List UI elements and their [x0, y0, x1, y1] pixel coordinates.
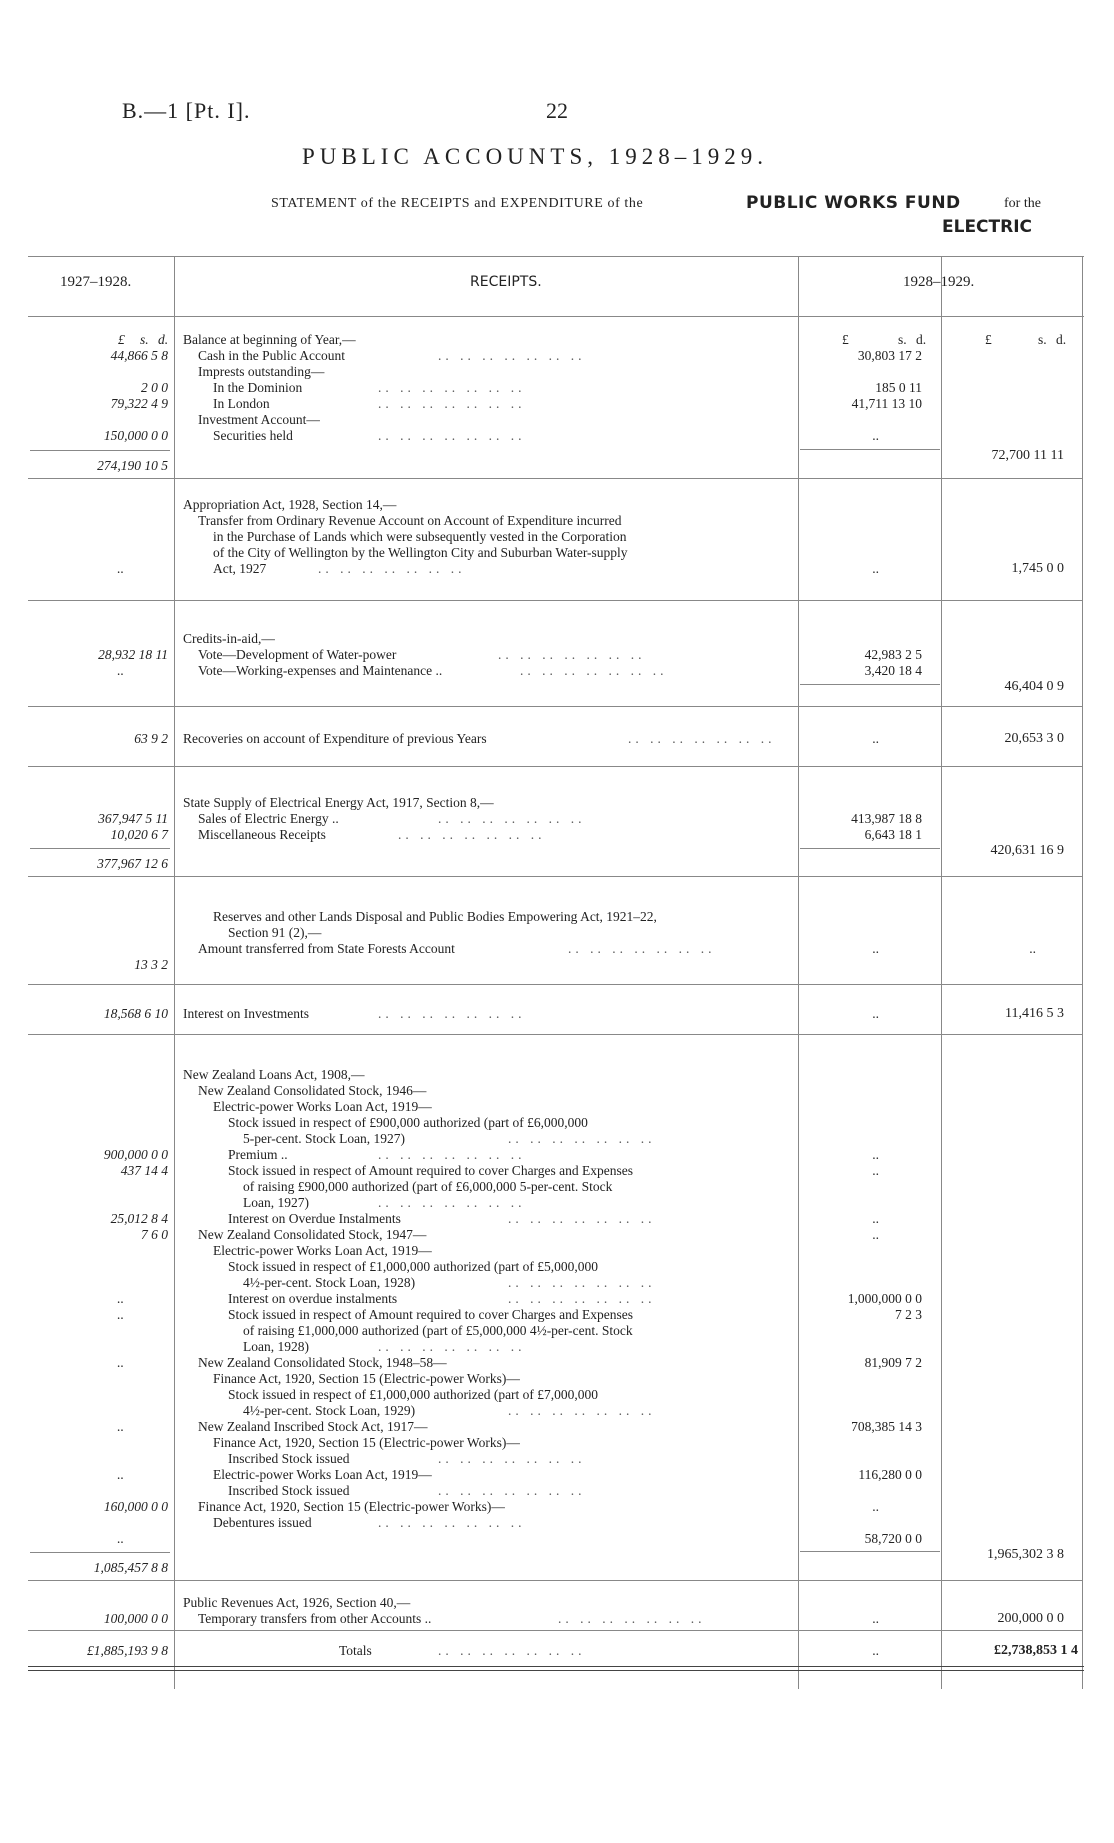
- section-rule: [28, 766, 1082, 767]
- loans-overdue-2: Interest on overdue instalments: [228, 1291, 398, 1306]
- state-supply-total: 420,631 16 9: [990, 843, 1064, 858]
- reserves-total: ..: [1029, 941, 1036, 956]
- mid-shillings-unit: s.: [898, 332, 907, 347]
- leader-dots: .. .. .. .. .. .. ..: [438, 348, 586, 363]
- prev-year-header: 1927–1928.: [60, 274, 132, 290]
- loans-s2c: Loan, 1927): [243, 1195, 309, 1210]
- leader-dots: .. .. .. .. .. .. ..: [628, 731, 776, 746]
- fund-account: ELECTRIC: [942, 217, 1033, 237]
- loans-heading: New Zealand Loans Act, 1908,—: [183, 1067, 365, 1082]
- cur-loans-s5: 708,385 14 3: [851, 1419, 922, 1434]
- statement-prefix: STATEMENT of the RECEIPTS and EXPENDITURE of the: [271, 196, 644, 211]
- section-rule: [28, 1580, 1082, 1581]
- prev-loans-s3: ..: [117, 1291, 124, 1306]
- state-supply-misc: Miscellaneous Receipts: [198, 827, 326, 842]
- leader-dots: .. .. .. .. .. .. ..: [378, 1006, 526, 1021]
- prev-loans-inscribed: ..: [117, 1467, 124, 1482]
- prev-public-revenues: 100,000 0 0: [103, 1611, 168, 1626]
- public-revenues-label: Temporary transfers from other Accounts ..: [198, 1611, 432, 1626]
- section-rule: [28, 876, 1082, 877]
- cur-credits-1: 42,983 2 5: [864, 647, 922, 662]
- loans-epw-1919-c: Electric-power Works Loan Act, 1919—: [213, 1467, 432, 1482]
- cur-loans-inscribed-2: ..: [872, 1499, 879, 1514]
- document-reference: B.—1 [Pt. I].: [122, 98, 251, 123]
- section-rule: [28, 1630, 1082, 1631]
- cur-loans-s1: ..: [872, 1147, 879, 1162]
- prev-grand-total: £1,885,193 9 8: [87, 1643, 168, 1658]
- cur-loans-inscribed: 116,280 0 0: [858, 1467, 922, 1482]
- loans-inscribed-issued-2: Inscribed Stock issued: [228, 1483, 350, 1498]
- interest-total: 11,416 5 3: [1005, 1006, 1064, 1021]
- column-divider-right: [941, 256, 942, 1689]
- leader-dots: .. .. .. .. .. .. ..: [378, 1339, 526, 1354]
- table-top-rule: [28, 256, 1084, 257]
- appropriation-line-4: Act, 1927: [213, 561, 267, 576]
- mid-pound-unit: £: [842, 332, 849, 347]
- loans-s4a: Stock issued in respect of Amount required to cover Charges and Expenses: [228, 1307, 634, 1322]
- prev-loans-overdue-2: ..: [117, 1307, 124, 1322]
- cur-loans-premium: ..: [872, 1163, 879, 1178]
- cur-loans-s4: 81,909 7 2: [864, 1355, 922, 1370]
- double-rule-bottom: [28, 1670, 1084, 1671]
- cur-reserves: ..: [872, 941, 879, 956]
- balance-london-label: In London: [213, 396, 270, 411]
- leader-dots: .. .. .. .. .. .. ..: [508, 1275, 656, 1290]
- balance-heading: Balance at beginning of Year,—: [183, 332, 356, 347]
- prev-state-supply-sales: 367,947 5 11: [98, 811, 168, 826]
- prev-appropriation: ..: [117, 561, 124, 576]
- leader-dots: .. .. .. .. .. .. ..: [378, 380, 526, 395]
- appropriation-total: 1,745 0 0: [1011, 561, 1064, 576]
- subtotal-rule: [800, 1551, 940, 1552]
- prev-balance-total: 274,190 10 5: [97, 458, 168, 473]
- cur-public-revenues: ..: [872, 1611, 879, 1626]
- grand-total: £2,738,853 1 4: [994, 1643, 1078, 1658]
- cur-loans-overdue-2: 7 2 3: [895, 1307, 922, 1322]
- cur-credits-2: 3,420 18 4: [864, 663, 922, 678]
- leader-dots: .. .. .. .. .. .. ..: [498, 647, 646, 662]
- receipts-header: RECEIPTS.: [470, 274, 542, 290]
- leader-dots: .. .. .. .. .. .. ..: [378, 428, 526, 443]
- loans-s4c: Loan, 1928): [243, 1339, 309, 1354]
- cur-balance-securities: ..: [872, 428, 879, 443]
- right-shillings-unit: s.: [1038, 332, 1047, 347]
- section-rule: [28, 600, 1082, 601]
- leader-dots: .. .. .. .. .. .. ..: [508, 1291, 656, 1306]
- leader-dots: .. .. .. .. .. .. ..: [378, 1515, 526, 1530]
- loans-debentures: Debentures issued: [213, 1515, 312, 1530]
- public-revenues-heading: Public Revenues Act, 1926, Section 40,—: [183, 1595, 411, 1610]
- leader-dots: .. .. .. .. .. .. ..: [508, 1403, 656, 1418]
- reserves-line-3: Amount transferred from State Forests Account: [198, 941, 455, 956]
- prev-loans-s5: ..: [117, 1419, 124, 1434]
- loans-stock-1948-58: New Zealand Consolidated Stock, 1948–58—: [198, 1355, 447, 1370]
- loans-s4b: of raising £1,000,000 authorized (part of £5,000,000 4½-per-cent. Stock: [243, 1323, 633, 1338]
- loans-s5a: Stock issued in respect of £1,000,000 authorized (part of £7,000,000: [228, 1387, 599, 1402]
- loans-inscribed-issued: Inscribed Stock issued: [228, 1451, 350, 1466]
- subtotal-rule: [800, 848, 940, 849]
- cur-grand-total: ..: [872, 1643, 879, 1658]
- loans-s1a: Stock issued in respect of £900,000 authorized (part of £6,000,000: [228, 1115, 588, 1130]
- loans-s2a: Stock issued in respect of Amount required to cover Charges and Expenses: [228, 1163, 634, 1178]
- prev-balance-cash: 44,866 5 8: [110, 348, 168, 363]
- cur-loans-overdue: ..: [872, 1227, 879, 1242]
- reserves-line-2: Section 91 (2),—: [228, 925, 322, 940]
- subtotal-rule: [30, 450, 170, 451]
- leader-dots: .. .. .. .. .. .. ..: [508, 1131, 656, 1146]
- loans-overdue: Interest on Overdue Instalments: [228, 1211, 401, 1226]
- prev-loans-s1: 900,000 0 0: [103, 1147, 168, 1162]
- recoveries-label: Recoveries on account of Expenditure of previous Years: [183, 731, 487, 746]
- state-supply-sales: Sales of Electric Energy ..: [198, 811, 339, 826]
- prev-state-supply-total: 377,967 12 6: [97, 856, 168, 871]
- prev-loans-total: 1,085,457 8 8: [93, 1560, 168, 1575]
- appropriation-line-2: in the Purchase of Lands which were subsequently vested in the Corporation: [213, 529, 627, 544]
- cur-state-supply-misc: 6,643 18 1: [864, 827, 922, 842]
- recoveries-total: 20,653 3 0: [1004, 731, 1064, 746]
- column-divider-edge: [1082, 256, 1083, 1689]
- leader-dots: .. .. .. .. .. .. ..: [398, 827, 546, 842]
- leader-dots: .. .. .. .. .. .. ..: [438, 811, 586, 826]
- leader-dots: .. .. .. .. .. .. ..: [378, 1195, 526, 1210]
- balance-total: 72,700 11 11: [991, 448, 1064, 463]
- prev-recoveries: 63 9 2: [134, 731, 168, 746]
- credits-heading: Credits-in-aid,—: [183, 631, 275, 646]
- balance-imprests-label: Imprests outstanding—: [198, 364, 325, 379]
- subtotal-rule: [30, 848, 170, 849]
- prev-shillings-unit: s.: [140, 332, 149, 347]
- leader-dots: .. .. .. .. .. .. ..: [378, 1147, 526, 1162]
- balance-investment-label: Investment Account—: [198, 412, 320, 427]
- credits-vote-2: Vote—Working-expenses and Maintenance ..: [198, 663, 443, 678]
- loans-finance: Finance Act, 1920, Section 15 (Electric-power Works)—: [213, 1371, 520, 1386]
- prev-state-supply-misc: 10,020 6 7: [110, 827, 168, 842]
- loans-s3b: 4½-per-cent. Stock Loan, 1928): [243, 1275, 416, 1290]
- double-rule-top: [28, 1666, 1084, 1667]
- balance-securities-label: Securities held: [213, 428, 293, 443]
- prev-reserves: 13 3 2: [134, 957, 168, 972]
- right-pound-unit: £: [985, 332, 992, 347]
- appropriation-line-1: Transfer from Ordinary Revenue Account on Account of Expenditure incurred: [198, 513, 622, 528]
- loans-inscribed: New Zealand Inscribed Stock Act, 1917—: [198, 1419, 428, 1434]
- credits-total: 46,404 0 9: [1004, 679, 1064, 694]
- right-pence-unit: d.: [1056, 332, 1067, 347]
- mid-pence-unit: d.: [916, 332, 927, 347]
- prev-pound-unit: £: [118, 332, 125, 347]
- cur-loans-s2: ..: [872, 1211, 879, 1226]
- section-rule: [28, 984, 1082, 985]
- credits-vote-1: Vote—Development of Water-power: [198, 647, 397, 662]
- loans-epw-1919: Electric-power Works Loan Act, 1919—: [213, 1099, 432, 1114]
- balance-dominion-label: In the Dominion: [213, 380, 303, 395]
- cur-appropriation: ..: [872, 561, 879, 576]
- loans-total: 1,965,302 3 8: [987, 1547, 1064, 1562]
- prev-loans-premium: 437 14 4: [120, 1163, 168, 1178]
- prev-balance-dominion: 2 0 0: [141, 380, 168, 395]
- section-rule: [28, 478, 1082, 479]
- fund-name: PUBLIC WORKS FUND: [746, 193, 961, 213]
- leader-dots: .. .. .. .. .. .. ..: [378, 396, 526, 411]
- curr-year-header: 1928–1929.: [903, 274, 975, 290]
- appropriation-line-3: of the City of Wellington by the Wellington City and Suburban Water-supply: [213, 545, 628, 560]
- prev-balance-securities: 150,000 0 0: [103, 428, 168, 443]
- subtotal-rule: [800, 684, 940, 685]
- prev-balance-london: 79,322 4 9: [110, 396, 168, 411]
- appropriation-heading: Appropriation Act, 1928, Section 14,—: [183, 497, 397, 512]
- leader-dots: .. .. .. .. .. .. ..: [318, 561, 466, 576]
- loans-s5b: 4½-per-cent. Stock Loan, 1929): [243, 1403, 416, 1418]
- leader-dots: .. .. .. .. .. .. ..: [508, 1211, 656, 1226]
- loans-finance-2: Finance Act, 1920, Section 15 (Electric-power Works)—: [213, 1435, 520, 1450]
- state-supply-heading: State Supply of Electrical Energy Act, 1917, Section 8,—: [183, 795, 494, 810]
- loans-debentures-heading: Finance Act, 1920, Section 15 (Electric-power Works)—: [198, 1499, 505, 1514]
- subtotal-rule: [800, 449, 940, 450]
- leader-dots: .. .. .. .. .. .. ..: [438, 1451, 586, 1466]
- prev-loans-s2: 25,012 8 4: [110, 1211, 168, 1226]
- column-divider-mid: [798, 256, 799, 1689]
- page-title: PUBLIC ACCOUNTS, 1928–1929.: [302, 144, 768, 169]
- leader-dots: .. .. .. .. .. .. ..: [558, 1611, 706, 1626]
- section-rule: [28, 706, 1082, 707]
- leader-dots: .. .. .. .. .. .. ..: [438, 1483, 586, 1498]
- section-rule: [28, 1034, 1082, 1035]
- cur-balance-london: 41,711 13 10: [851, 396, 922, 411]
- interest-label: Interest on Investments: [183, 1006, 309, 1021]
- cur-balance-cash: 30,803 17 2: [857, 348, 922, 363]
- prev-loans-debentures: ..: [117, 1531, 124, 1546]
- prev-loans-inscribed-2: 160,000 0 0: [103, 1499, 168, 1514]
- cur-recoveries: ..: [872, 731, 879, 746]
- reserves-line-1: Reserves and other Lands Disposal and Public Bodies Empowering Act, 1921–22,: [213, 909, 657, 924]
- leader-dots: .. .. .. .. .. .. ..: [568, 941, 716, 956]
- loans-s2b: of raising £900,000 authorized (part of £6,000,000 5-per-cent. Stock: [243, 1179, 613, 1194]
- prev-pence-unit: d.: [158, 332, 169, 347]
- subtotal-rule: [30, 1552, 170, 1553]
- loans-premium: Premium ..: [228, 1147, 288, 1162]
- cur-state-supply-sales: 413,987 18 8: [851, 811, 922, 826]
- leader-dots: .. .. .. .. .. .. ..: [520, 663, 668, 678]
- cur-loans-debentures: 58,720 0 0: [864, 1531, 922, 1546]
- prev-loans-overdue: 7 6 0: [141, 1227, 168, 1242]
- loans-stock-1947: New Zealand Consolidated Stock, 1947—: [198, 1227, 427, 1242]
- cur-interest: ..: [872, 1006, 879, 1021]
- page-number: 22: [546, 98, 568, 123]
- prev-credits-1: 28,932 18 11: [98, 647, 168, 662]
- cur-loans-s3: 1,000,000 0 0: [847, 1291, 922, 1306]
- leader-dots: .. .. .. .. .. .. ..: [438, 1643, 586, 1658]
- prev-interest: 18,568 6 10: [103, 1006, 168, 1021]
- totals-label: Totals: [339, 1643, 372, 1658]
- prev-credits-2: ..: [117, 663, 124, 678]
- loans-epw-1919-b: Electric-power Works Loan Act, 1919—: [213, 1243, 432, 1258]
- balance-cash-label: Cash in the Public Account: [198, 348, 345, 363]
- loans-s3a: Stock issued in respect of £1,000,000 authorized (part of £5,000,000: [228, 1259, 599, 1274]
- statement-suffix: for the: [1004, 196, 1041, 211]
- prev-loans-s4: ..: [117, 1355, 124, 1370]
- header-bottom-rule: [28, 316, 1084, 317]
- public-revenues-total: 200,000 0 0: [997, 1611, 1064, 1626]
- column-divider-left: [174, 256, 175, 1689]
- loans-s1b: 5-per-cent. Stock Loan, 1927): [243, 1131, 406, 1146]
- cur-balance-dominion: 185 0 11: [875, 380, 922, 395]
- loans-stock-1946: New Zealand Consolidated Stock, 1946—: [198, 1083, 427, 1098]
